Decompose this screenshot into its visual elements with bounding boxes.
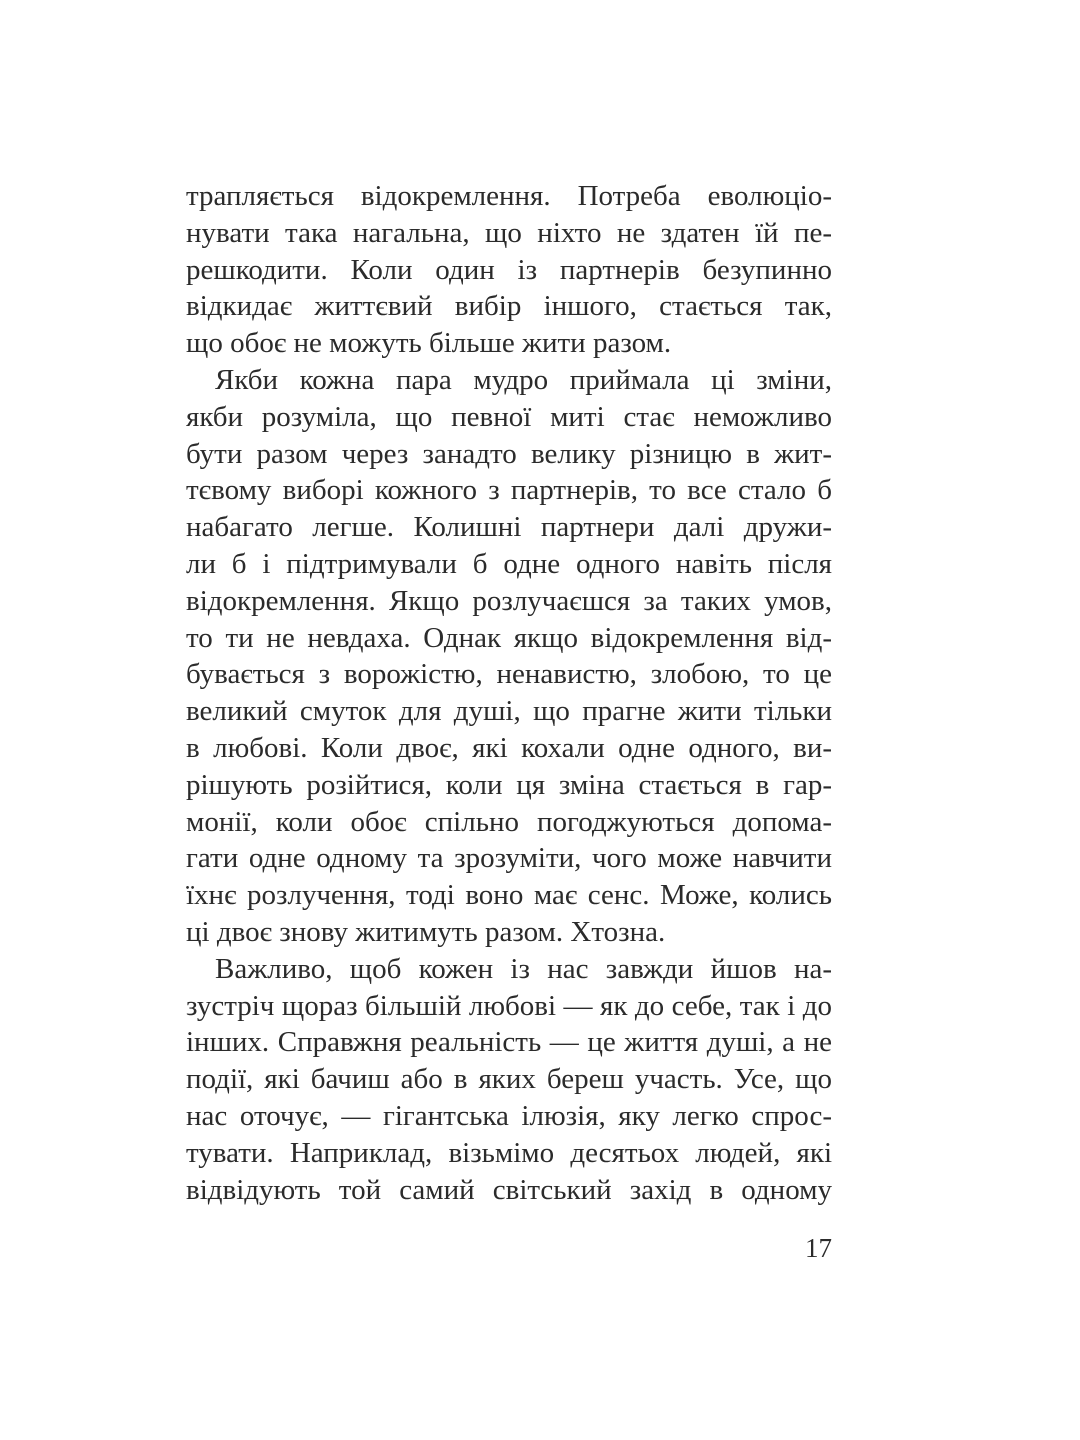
text-line: бути разом через занадто велику різницю в жит- (186, 437, 832, 470)
text-line: відокремлення. Якщо розлучаєшся за таких умов, (186, 584, 832, 617)
text-line: тувати. Наприклад, візьмімо десятьох людей, які (186, 1136, 832, 1169)
text-line: то ти не невдаха. Однак якщо відокремлення від- (186, 621, 832, 654)
text-line: набагато легше. Колишні партнери далі дружи- (186, 511, 832, 544)
text-line: що обоє не можуть більше жити разом. (186, 327, 672, 360)
text-line: нувати така нагальна, що ніхто не здатен їй пе- (186, 216, 832, 249)
text-line: решкодити. Коли один із партнерів безупинно (186, 253, 832, 286)
text-line: трапляється відокремлення. Потреба еволюціо- (186, 180, 832, 212)
text-line: інших. Справжня реальність — це життя душі, а не (186, 1026, 832, 1059)
paragraph (186, 178, 832, 362)
text-line: нас оточує, — гігантська ілюзія, яку легко спрос- (186, 1099, 832, 1132)
body-text (186, 178, 832, 1208)
paragraph (186, 951, 832, 1209)
text-line: відвідують той самий світський захід в одному (186, 1173, 832, 1206)
text-line: бувається з ворожістю, ненавистю, злобою, то це (186, 658, 832, 691)
text-line: Важливо, щоб кожен із нас завжди йшов на- (215, 952, 832, 985)
text-line: монії, коли обоє спільно погоджуються допома- (186, 805, 832, 838)
text-line: великий смуток для душі, що прагне жити тільки (186, 695, 832, 728)
text-line: їхнє розлучення, тоді воно має сенс. Може, колись (186, 879, 832, 912)
paragraph (186, 362, 832, 951)
text-line: ли б і підтримували б одне одного навіть після (186, 547, 832, 580)
text-line: зустріч щораз більшій любові — як до себе, так і до (186, 989, 832, 1022)
text-line: рішують розійтися, коли ця зміна стається в гар- (186, 768, 832, 801)
text-line: гати одне одному та зрозуміти, чого може навчити (186, 842, 832, 875)
text-line: якби розуміла, що певної миті стає неможливо (186, 400, 832, 433)
text-line: ці двоє знову житимуть разом. Хтозна. (186, 915, 666, 948)
text-line: в любові. Коли двоє, які кохали одне одного, ви- (186, 731, 832, 764)
text-line: Якби кожна пара мудро приймала ці зміни, (215, 363, 832, 396)
text-line: події, які бачиш або в яких береш участь. Усе, що (186, 1063, 832, 1096)
page-number: 17 (805, 1233, 832, 1263)
text-line: тєвому виборі кожного з партнерів, то все стало б (186, 474, 832, 507)
text-line: відкидає життєвий вибір іншого, стається так, (186, 290, 832, 323)
